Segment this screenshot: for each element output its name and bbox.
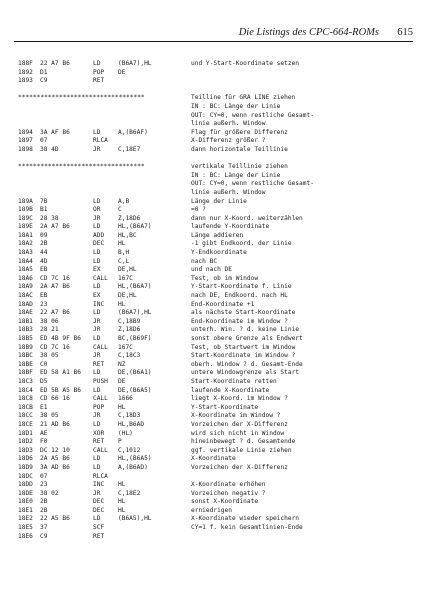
mnemonic: LD [93,463,101,471]
mnemonic: LD [93,420,101,428]
operand: Z,18D6 [118,214,141,222]
mnemonic: XOR [93,429,105,437]
opcode-bytes: 23 [40,300,48,308]
operand: NZ [118,360,126,368]
listing-line [18,412,418,421]
operand: HL,(B6A5) [118,455,152,463]
comment: Vorzeichen negativ ? [191,489,266,497]
comment: IN : BC: Länge der Linie [191,171,281,179]
operand: DE,(B6A5) [118,386,152,394]
address: 189E [18,223,33,231]
comment: linie außerh. Window [191,188,266,196]
operand: HL,BC [118,231,137,239]
opcode-bytes: 38 05 [40,352,59,360]
mnemonic: LD [93,335,101,342]
opcode-bytes: C9 [40,77,48,85]
comment: Vorzeichen der X-Differenz [191,420,288,428]
comment: untere Windowgrenze als Start [191,369,300,377]
comment: sonst obere Grenze als Endwert [191,335,303,342]
opcode-bytes: D5 [40,377,48,385]
address: 18BC [18,352,33,360]
address: 18E2 [18,515,33,523]
opcode-bytes: 22 A7 B6 [40,60,70,67]
address: 18DE [18,489,33,497]
mnemonic: LD [93,128,101,136]
operand: DE [118,68,126,76]
listing-line [18,507,418,516]
opcode-bytes: 09 [40,231,48,239]
comment: laufende X-Koordinate [191,386,270,394]
listing-line [18,180,418,189]
address: 18E0 [18,498,33,506]
operand: C [118,206,122,214]
address: 18D2 [18,438,33,446]
listing-line [18,258,418,267]
listing-line [18,189,418,198]
opcode-bytes: CD 7C 16 [40,343,70,351]
comment: Y-Endkoordinate [191,249,247,257]
comment: X-Koordinate erhöhen [191,481,266,489]
comment: Y-Start-Koordinate f. Linie [191,283,292,291]
listing-line [18,352,418,361]
mnemonic: DEC [93,498,105,506]
address: 18E1 [18,506,33,514]
listing-line [18,77,418,86]
listing-line [18,438,418,447]
operand: HL [118,240,126,248]
opcode-bytes: 07 [40,472,48,480]
listing-line [18,112,418,121]
opcode-bytes: E1 [40,403,48,411]
mnemonic: JR [93,145,101,153]
operand: A,(B6AD) [118,463,148,471]
listing-line [18,275,418,284]
listing-line [18,146,418,155]
address: 18B9 [18,343,33,351]
comment: Start-Koordinate retten [191,377,277,385]
listing-line [18,206,418,215]
address: 18A5 [18,266,33,274]
listing-gap [18,86,418,95]
comment: hineinbewegt ? d. Gesamtende [191,438,296,446]
mnemonic: LD [93,223,101,231]
mnemonic: CALL [93,343,108,351]
operand: HL [118,300,126,308]
address: 18E5 [18,524,33,532]
operand: (B6A7),HL [118,309,152,317]
address: 18DD [18,481,33,489]
mnemonic: LD [93,515,101,523]
header-rule [14,41,413,42]
listing-line [18,430,418,439]
comment: dann horizontale Teillinie [191,145,288,153]
mnemonic: PUSH [93,377,108,385]
address: 189B [18,206,33,214]
address: 18A2 [18,240,33,248]
listing-line [18,283,418,292]
comment: oberh. Window ? d. Gesamt-Ende [191,360,303,368]
address: 18CC [18,412,33,420]
listing-line [18,335,418,344]
listing-line [18,60,418,69]
mnemonic: LD [93,455,101,463]
comment: laufende Y-Koordinate [191,223,270,231]
listing-line [18,404,418,413]
listing-line [18,361,418,370]
opcode-bytes: 3A AD B6 [40,463,70,471]
opcode-bytes: AE [40,429,48,437]
mnemonic: JR [93,352,101,360]
comment: CY=1 f. kein Gesamtlinien-Ende [191,524,303,532]
operand: C,18E2 [118,489,141,497]
comment: OUT: CY=0, wenn restliche Gesamt- [191,180,314,188]
operand: C,18C3 [118,352,141,360]
mnemonic: CALL [93,274,108,282]
mnemonic: RLCA [93,472,108,480]
opcode-bytes: C0 [40,360,48,368]
mnemonic: JR [93,412,101,420]
opcode-bytes: 2B [40,240,48,248]
comment: X-Differenz größer ? [191,137,266,145]
listing-line [18,292,418,301]
mnemonic: LD [93,197,101,205]
comment: Teilline für GRA LINE ziehen [191,94,296,102]
address: 1898 [18,145,33,153]
opcode-bytes: 38 05 [40,412,59,420]
address: 18DC [18,472,33,480]
mnemonic: OR [93,206,101,214]
opcode-bytes: 4D [40,257,48,265]
listing-line [18,249,418,258]
mnemonic: INC [93,481,105,489]
comment: Test, ob Startwert im Window [191,343,296,351]
address: 18A1 [18,231,33,239]
opcode-bytes: 21 AD B6 [40,420,70,428]
listing-line [18,498,418,507]
listing-line [18,172,418,181]
address: 1894 [18,128,33,136]
operand: DE [118,377,126,385]
operand: Z,18D6 [118,326,141,334]
address: 18BF [18,369,33,377]
opcode-bytes: CD 7C 16 [40,274,70,282]
opcode-bytes: 2B [40,498,48,506]
operand: HL,(B6A7) [118,283,152,291]
address: 1897 [18,137,33,145]
listing-line [18,421,418,430]
address: 18A3 [18,249,33,257]
comment: Länge der Linie [191,197,247,205]
operand: 1666 [118,395,133,403]
opcode-bytes: 28 21 [40,326,59,334]
mnemonic: LD [93,309,101,317]
listing-line [18,309,418,318]
operand: B,H [118,249,130,257]
opcode-bytes: ED 58 A1 B6 [40,369,81,377]
listing-line [18,318,418,327]
comment: nach BC [191,257,218,265]
address: 18BE [18,360,33,368]
opcode-bytes: B1 [40,206,48,214]
operand: A,B [118,197,130,205]
comment: dann nur X-Koord. weiterzählen [191,214,303,222]
listing-line [18,395,418,404]
opcode-bytes: ED 4B 9F B6 [40,335,81,342]
mnemonic: CALL [93,446,108,454]
mnemonic: RET [93,438,105,446]
operand: C,18D3 [118,412,141,420]
listing-line [18,490,418,499]
listing-line [18,387,418,396]
opcode-bytes: DC 12 10 [40,446,70,454]
opcode-bytes: 7B [40,197,48,205]
assembly-listing [18,60,418,541]
comment: X-Koordinate im Window ? [191,412,281,420]
separator-stars: ********************************** [18,163,145,171]
listing-line [18,120,418,129]
address: 18CE [18,420,33,428]
listing-line [18,369,418,378]
listing-line [18,301,418,310]
mnemonic: ADD [93,231,105,239]
listing-line [18,223,418,232]
opcode-bytes: 44 [40,249,48,257]
opcode-bytes: ED 5B A5 B6 [40,386,81,394]
mnemonic: RET [93,532,105,540]
address: 18A4 [18,257,33,265]
separator-stars: ********************************** [18,94,145,102]
comment: -1 gibt Endkoord. der Linie [191,240,292,248]
mnemonic: LD [93,249,101,257]
listing-line [18,69,418,78]
mnemonic: EX [93,292,101,300]
listing-line [18,533,418,542]
opcode-bytes: 3A AF B6 [40,128,70,136]
comment: linie außerh. Window [191,120,266,128]
listing-line [18,103,418,112]
mnemonic: CALL [93,395,108,403]
address: 18AC [18,292,33,300]
opcode-bytes: 2A A7 B6 [40,223,70,231]
mnemonic: RET [93,360,105,368]
address: 18AE [18,309,33,317]
opcode-bytes: CD 66 16 [40,395,70,403]
listing-line [18,524,418,533]
address: 18B1 [18,317,33,325]
address: 1892 [18,68,33,76]
opcode-bytes: 37 [40,524,48,532]
operand: C,L [118,257,130,265]
opcode-bytes: 38 02 [40,489,59,497]
operand: 167C [118,343,133,351]
comment: End-Koordinate im Window ? [191,317,288,325]
address: 18C4 [18,386,33,394]
address: 188F [18,60,33,67]
listing-gap [18,155,418,164]
listing-line [18,137,418,146]
address: 18B5 [18,335,33,342]
listing-line [18,215,418,224]
comment: Test, ob im Window [191,274,259,282]
listing-line [18,266,418,275]
comment: Start-Koordinate im Window ? [191,352,296,360]
mnemonic: DEC [93,240,105,248]
operand: HL [118,481,126,489]
opcode-bytes: 28 38 [40,214,59,222]
comment: Y-Start-Koordinate [191,403,259,411]
mnemonic: LD [93,60,101,67]
address: 18CB [18,403,33,411]
operand: HL,B6AD [118,420,145,428]
address: 18C8 [18,395,33,403]
opcode-bytes: 38 06 [40,317,59,325]
listing-line [18,240,418,249]
mnemonic: LD [93,257,101,265]
listing-line [18,455,418,464]
opcode-bytes: 2A A5 B6 [40,455,70,463]
opcode-bytes: EB [40,292,48,300]
operand: HL [118,506,126,514]
comment: Vorzeichen der X-Differenz [191,463,288,471]
listing-line [18,473,418,482]
mnemonic: INC [93,300,105,308]
comment: erniedrigen [191,506,232,514]
address: 18D3 [18,446,33,454]
comment: OUT: CY=0, wenn restliche Gesamt- [191,111,314,119]
comment: X-Koordinate wieder speichern [191,515,300,523]
listing-line [18,378,418,387]
listing-line [18,94,418,103]
opcode-bytes: 22 A7 B6 [40,309,70,317]
address: 18A9 [18,283,33,291]
address: 18AD [18,300,33,308]
operand: BC,(B69F) [118,335,152,342]
operand: (B6A5),HL [118,515,152,523]
mnemonic: POP [93,68,105,76]
comment: IN : BC: Länge der Linie [191,102,281,110]
opcode-bytes: 22 A5 B6 [40,515,70,523]
operand: (B6A7),HL [118,60,152,67]
operand: (HL) [118,429,133,437]
address: 189A [18,197,33,205]
address: 18C3 [18,377,33,385]
listing-line [18,129,418,138]
opcode-bytes: C9 [40,532,48,540]
opcode-bytes: 07 [40,137,48,145]
listing-line [18,326,418,335]
operand: P [118,438,122,446]
address: 18D1 [18,429,33,437]
address: 18E6 [18,532,33,540]
comment: ggf. vertikale Linie ziehen [191,446,292,454]
opcode-bytes: F0 [40,438,48,446]
comment: End-Koordinate +1 [191,300,255,308]
mnemonic: LD [93,283,101,291]
listing-line [18,464,418,473]
operand: HL,(B6A7) [118,223,152,231]
comment: und nach DE [191,266,232,274]
mnemonic: EX [93,266,101,274]
comment: wird sich nicht in Window [191,429,285,437]
opcode-bytes: 38 4D [40,145,59,153]
listing-line [18,515,418,524]
address: 18B3 [18,326,33,334]
mnemonic: LD [93,386,101,394]
opcode-bytes: 23 [40,481,48,489]
page-number: 615 [397,27,413,38]
comment: nach DE, Endkoord. nach HL [191,292,288,300]
mnemonic: JR [93,214,101,222]
page-title: Die Listings des CPC-664-ROMs [238,27,379,38]
address: 18D6 [18,455,33,463]
operand: A,(B6AF) [118,128,148,136]
listing-line [18,232,418,241]
opcode-bytes: 2B [40,506,48,514]
operand: DE,HL [118,266,137,274]
operand: 167C [118,274,133,282]
comment: unterh. Win. ? d. keine Linie [191,326,300,334]
listing-line [18,447,418,456]
comment: Länge addieren [191,231,244,239]
operand: DE,(B6A1) [118,369,152,377]
address: 18A6 [18,274,33,282]
operand: HL [118,498,126,506]
mnemonic: JR [93,489,101,497]
mnemonic: RET [93,77,105,85]
opcode-bytes: EB [40,266,48,274]
operand: C,18E7 [118,145,141,153]
comment: als nächste Start-Koordinate [191,309,296,317]
operand: DE,HL [118,292,137,300]
listing-line [18,163,418,172]
operand: C,18B9 [118,317,141,325]
comment: Flag für größere Differenz [191,128,288,136]
opcode-bytes: D1 [40,68,48,76]
mnemonic: POP [93,403,105,411]
comment: liegt X-Koord. im Window ? [191,395,288,403]
mnemonic: DEC [93,506,105,514]
comment: und Y-Start-Koordinate setzen [191,60,300,67]
comment: X-Koordinate [191,455,236,463]
listing-line [18,481,418,490]
address: 189C [18,214,33,222]
comment: vertikale Teillinie ziehen [191,163,288,171]
mnemonic: JR [93,317,101,325]
listing-line [18,198,418,207]
address: 18D9 [18,463,33,471]
operand: C,1012 [118,446,141,454]
opcode-bytes: 2A A7 B6 [40,283,70,291]
comment: sonst X-Koordinate [191,498,259,506]
mnemonic: LD [93,369,101,377]
comment: =0 ? [191,206,206,214]
mnemonic: JR [93,326,101,334]
mnemonic: SCF [93,524,105,532]
page-header [0,0,421,40]
address: 1893 [18,77,33,85]
operand: HL [118,403,126,411]
listing-line [18,344,418,353]
mnemonic: RLCA [93,137,108,145]
